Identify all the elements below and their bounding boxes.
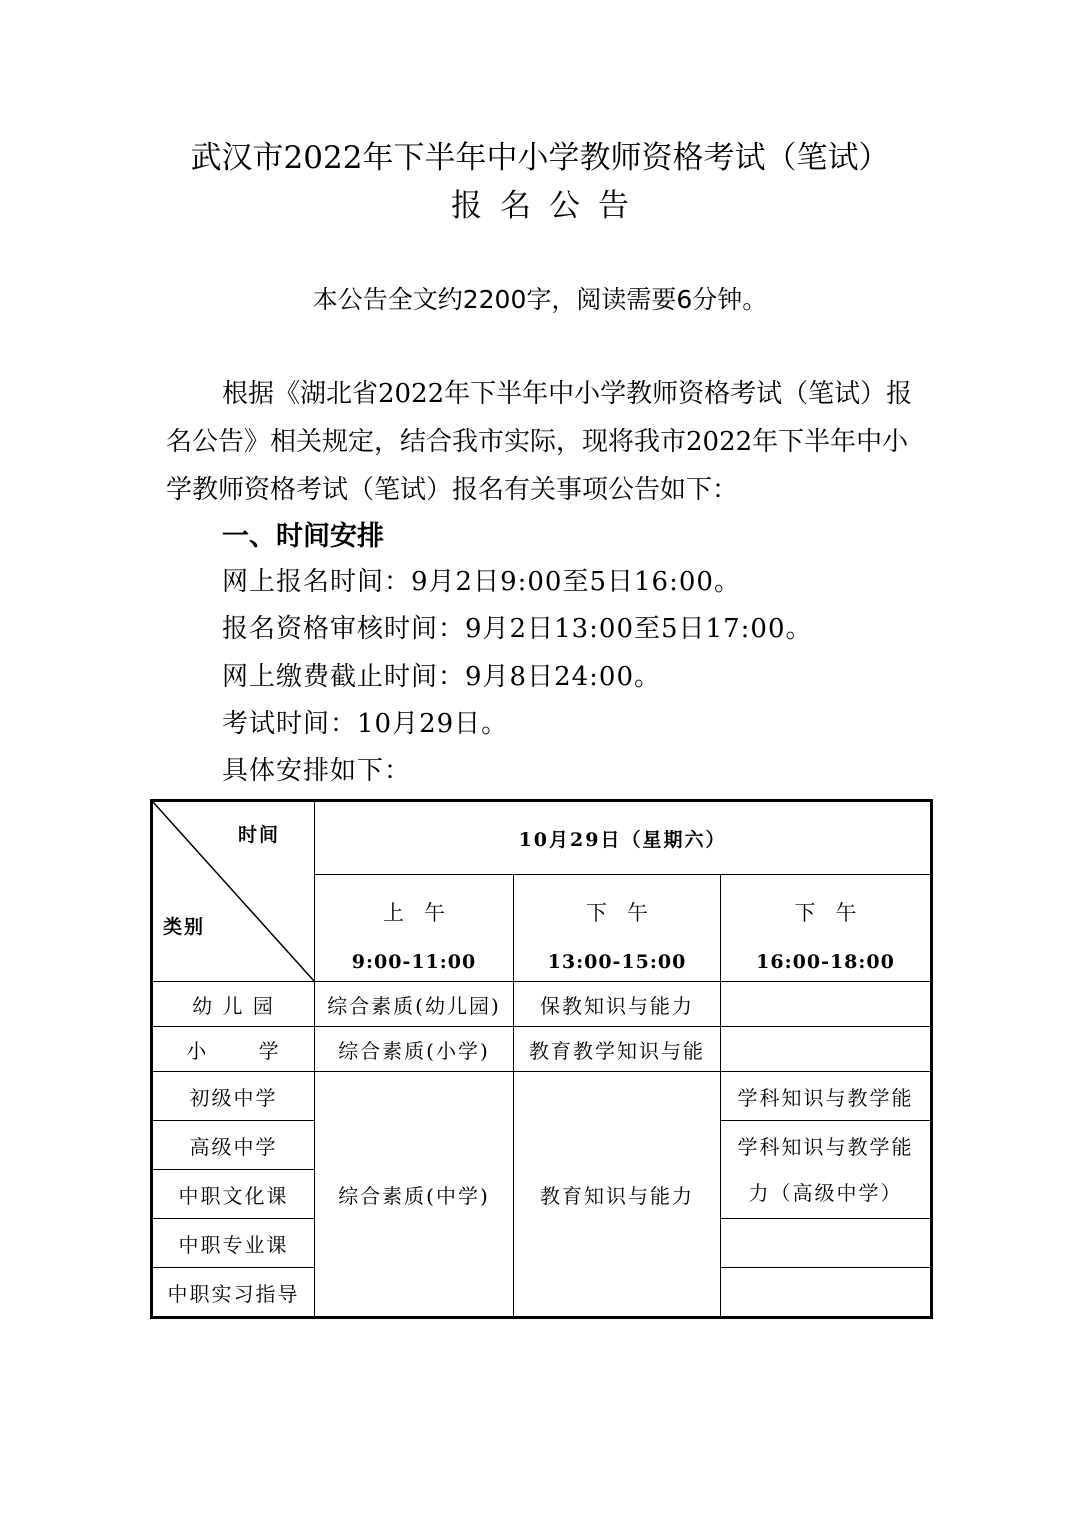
corner-time-label: 时间	[237, 824, 280, 846]
category-cell: 中职实习指导	[152, 1268, 315, 1318]
category-cell: 小 学	[152, 1027, 315, 1072]
am-subject-cell: 综合素质(幼儿园)	[315, 982, 514, 1027]
period-afternoon-2	[721, 875, 932, 982]
am-subject-cell-middle: 综合素质(中学)	[315, 1072, 514, 1318]
pm2-empty-cell	[721, 1219, 932, 1268]
pm1-subject-cell-middle: 教育知识与能力	[514, 1072, 721, 1318]
exam-date: 考试时间：10月29日。	[222, 709, 509, 739]
table-header-row	[152, 801, 932, 875]
pm2-subject-cell	[721, 982, 932, 1027]
table-row-kindergarten	[152, 982, 932, 1027]
period-afternoon-1	[514, 875, 721, 982]
am-subject-cell: 综合素质(小学)	[315, 1027, 514, 1072]
qualification-review-time: 报名资格审核时间：9月2日13:00至5日17:00。	[222, 614, 813, 644]
reading-time-note: 本公告全文约2200字，阅读需要6分钟。	[312, 285, 768, 314]
senior-subject-line2: 力（高级中学）	[748, 1180, 903, 1205]
pm2-subject-cell	[721, 1027, 932, 1072]
document-title-line2: 报名公告	[451, 188, 647, 224]
category-cell: 高级中学	[152, 1121, 315, 1170]
payment-deadline: 网上缴费截止时间：9月8日24:00。	[222, 662, 662, 692]
category-cell: 幼 儿 园	[152, 982, 315, 1027]
pm1-subject-cell: 教育教学知识与能	[514, 1027, 721, 1072]
section-heading-schedule: 一、时间安排	[222, 521, 384, 552]
document-title-line1: 武汉市2022年下半年中小学教师资格考试（笔试）	[190, 140, 890, 176]
intro-paragraph: 根据《湖北省2022年下半年中小学教师资格考试（笔试）报名公告》相关规定，结合我市实际，现将我市2022年下半年中小学教师资格考试（笔试）报名有关事项公告如下：	[166, 379, 913, 505]
category-cell: 中职专业课	[152, 1219, 315, 1268]
category-cell: 中职文化课	[152, 1170, 315, 1219]
category-cell: 初级中学	[152, 1072, 315, 1121]
table-corner-cell	[152, 801, 315, 982]
pm2-empty-cell	[721, 1268, 932, 1318]
period-name: 上午	[383, 901, 465, 925]
corner-category-label: 类别	[163, 916, 206, 938]
table-row-junior	[152, 1072, 932, 1121]
pm2-subject-cell-junior: 学科知识与教学能	[721, 1072, 932, 1121]
period-name: 下午	[794, 901, 877, 925]
date-header: 10月29日（星期六）	[315, 801, 932, 875]
period-morning	[315, 875, 514, 982]
period-name: 下午	[586, 901, 668, 925]
period-time: 9:00-11:00	[351, 951, 477, 973]
pm1-subject-cell: 保教知识与能力	[514, 982, 721, 1027]
exam-schedule-table	[150, 799, 933, 1319]
schedule-lead-in: 具体安排如下：	[222, 756, 412, 786]
senior-subject-line1: 学科知识与教学能	[737, 1134, 914, 1159]
table-row-primary	[152, 1027, 932, 1072]
diagonal-line	[153, 802, 314, 981]
period-time: 13:00-15:00	[547, 951, 687, 973]
online-registration-time: 网上报名时间：9月2日9:00至5日16:00。	[222, 567, 741, 597]
pm2-subject-cell-senior	[721, 1121, 932, 1219]
period-time: 16:00-18:00	[756, 951, 895, 973]
